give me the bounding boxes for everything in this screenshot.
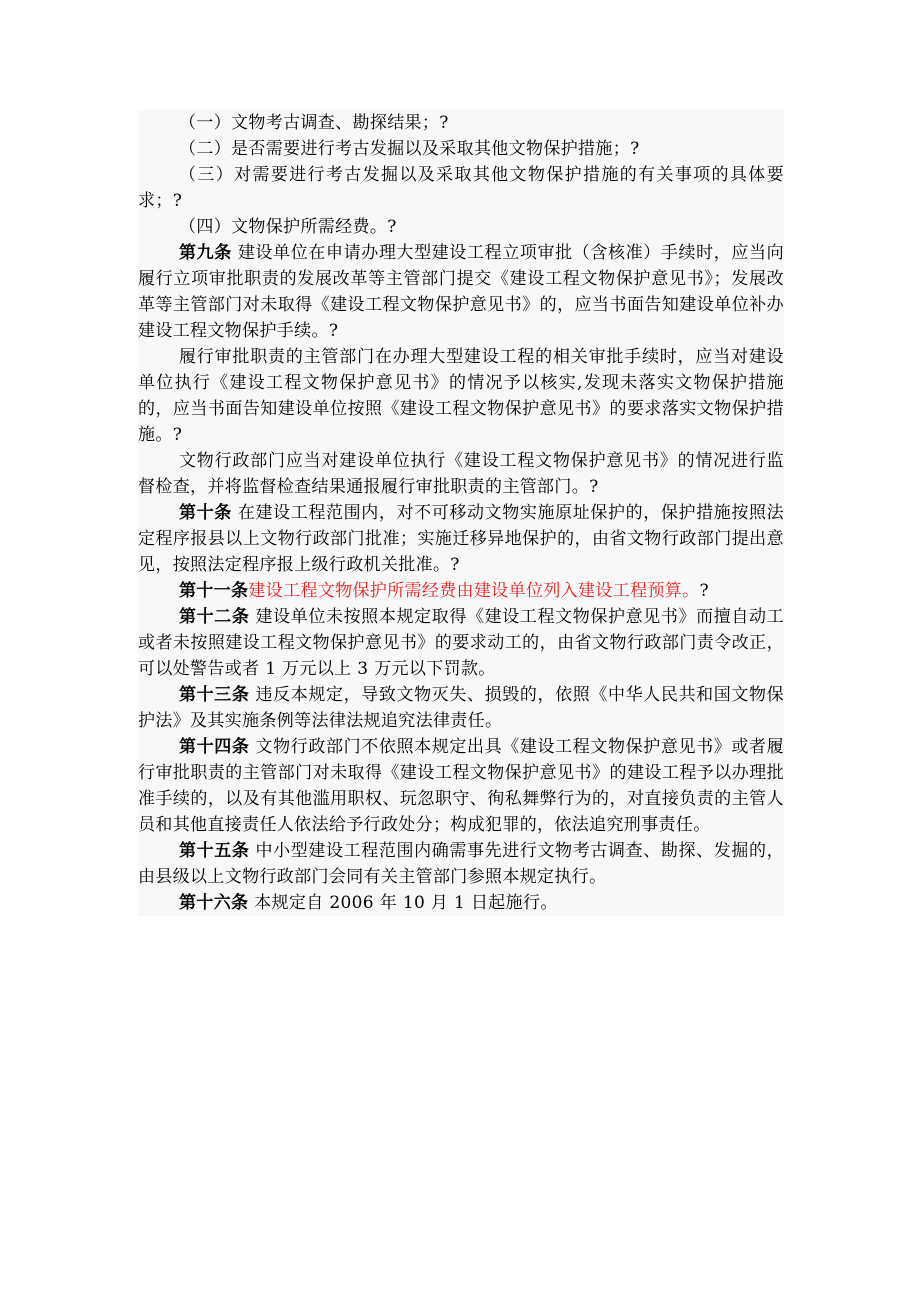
article-number: 第十三条 [179,685,250,705]
paragraph-text: 文物行政部门不依照本规定出具《建设工程文物保护意见书》或者履行审批职责的主管部门对未取得《建设工程文物保护意见书》的建设工程予以办理批准手续的，以及有其他滥用职权、玩忽职守、徇私舞弊行为的，对直接负责的主管人员和其他直接责任人依法给予行政处分；构成犯罪的，依法追究刑事责任。 [138,737,784,835]
paragraph-text: 建设单位在申请办理大型建设工程立项审批（含核准）手续时，应当向履行立项审批职责的发展改革等主管部门提交《建设工程文物保护意见书》；发展改革等主管部门对未取得《建设工程文物保护意见书》的，应当书面告知建设单位补办建设工程文物保护手续。? [138,243,784,341]
article-15 [138,838,784,890]
paragraph-item-2 [138,136,784,162]
article-number: 第十四条 [179,737,250,757]
paragraph-text: 履行审批职责的主管部门在办理大型建设工程的相关审批手续时，应当对建设单位执行《建设工程文物保护意见书》的情况予以核实,发现未落实文物保护措施的，应当书面告知建设单位按照《建设工程文物保护意见书》的要求落实文物保护措施。? [138,347,784,445]
article-16 [138,890,784,916]
article-14 [138,734,784,838]
paragraph-text: 中小型建设工程范围内确需事先进行文物考古调查、勘探、发掘的，由县级以上文物行政部门会同有关主管部门参照本规定执行。 [138,841,784,887]
paragraph-text: （四）文物保护所需经费。? [179,217,397,237]
paragraph-text: 本规定自 2006 年 10 月 1 日起施行。 [248,893,558,913]
paragraph-item-4 [138,214,784,240]
article-number: 第十六条 [179,893,249,913]
article-10 [138,500,784,578]
paragraph-text: （二）是否需要进行考古发掘以及采取其他文物保护措施；? [179,139,640,159]
article-12 [138,604,784,682]
paragraph-text: （一）文物考古调查、勘探结果；? [179,113,449,133]
paragraph-text: 违反本规定，导致文物灭失、损毁的，依照《中华人民共和国文物保护法》及其实施条例等法律法规追究法律责任。 [138,685,784,731]
paragraph-item-1 [138,110,784,136]
article-9-para-3 [138,448,784,500]
paragraph-text: 文物行政部门应当对建设单位执行《建设工程文物保护意见书》的情况进行监督检查，并将监督检查结果通报履行审批职责的主管部门。? [138,451,784,497]
article-number: 第九条 [179,243,232,263]
article-number: 第十条 [179,503,232,523]
document-body [138,110,784,916]
paragraph-text: 在建设工程范围内，对不可移动文物实施原址保护的，保护措施按照法定程序报县以上文物行政部门批准；实施迁移异地保护的，由省文物行政部门提出意见，按照法定程序报上级行政机关批准。? [138,503,784,575]
article-number: 第十一条 [179,581,249,601]
article-9-para-2 [138,344,784,448]
article-9 [138,240,784,344]
article-number: 第十五条 [179,841,250,861]
article-13 [138,682,784,734]
paragraph-text: ? [699,581,709,601]
paragraph-text: （三）对需要进行考古发掘以及采取其他文物保护措施的有关事项的具体要求；? [138,165,784,211]
article-number: 第十二条 [179,607,250,627]
highlighted-text: 建设工程文物保护所需经费由建设单位列入建设工程预算。 [248,581,700,601]
article-11 [138,578,784,604]
paragraph-text: 建设单位未按照本规定取得《建设工程文物保护意见书》而擅自动工或者未按照建设工程文物保护意见书》的要求动工的，由省文物行政部门责令改正，可以处警告或者 1 万元以上 3 万元以下罚款。 [138,607,784,679]
paragraph-item-3 [138,162,784,214]
